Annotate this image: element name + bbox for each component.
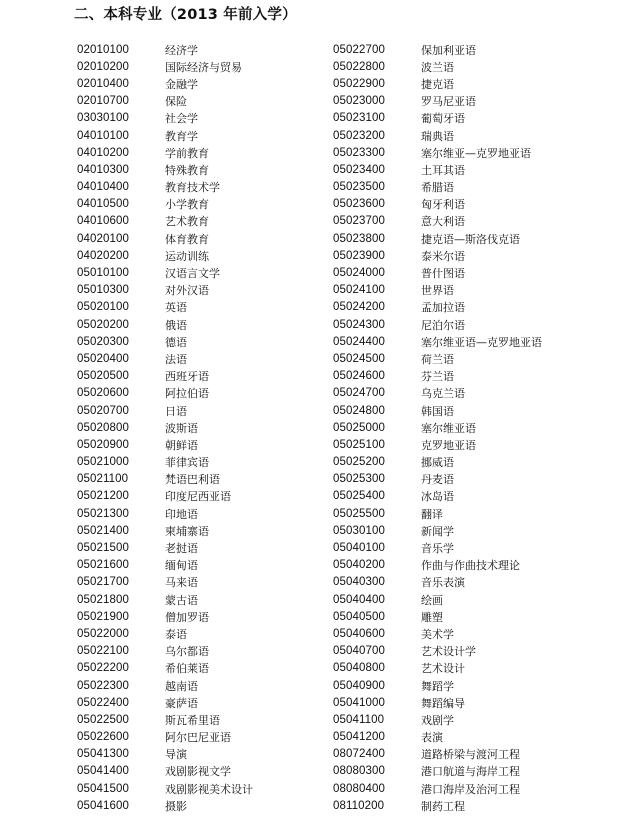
major-code: 05022500 [77, 713, 129, 726]
list-item [333, 746, 542, 763]
list-item [77, 333, 253, 350]
major-name: 经济学 [165, 43, 198, 57]
major-code: 04020200 [77, 249, 129, 262]
list-item [333, 539, 542, 556]
list-item [77, 385, 253, 402]
major-code: 05020700 [77, 404, 129, 417]
major-code: 05022200 [77, 662, 129, 675]
major-name: 音乐表演 [421, 576, 465, 590]
major-code: 05040100 [333, 542, 385, 555]
major-name: 印度尼西亚语 [165, 490, 231, 504]
major-name: 摄影 [165, 799, 187, 813]
major-code: 02010100 [77, 43, 129, 56]
list-item [77, 729, 253, 746]
list-item [77, 127, 253, 144]
list-item [333, 660, 542, 677]
major-name: 新闻学 [421, 524, 454, 538]
major-name: 教育学 [165, 129, 198, 143]
major-code: 05024500 [333, 352, 385, 365]
major-name: 体育教育 [165, 232, 209, 246]
list-item [77, 41, 253, 58]
major-name: 西班牙语 [165, 370, 209, 384]
major-name: 希腊语 [421, 181, 454, 195]
major-name: 港口海岸及治河工程 [421, 782, 520, 796]
major-name: 翻译 [421, 507, 443, 521]
list-item [333, 110, 542, 127]
list-item [333, 282, 542, 299]
major-code: 05020300 [77, 335, 129, 348]
major-name: 国际经济与贸易 [165, 60, 242, 74]
list-item [77, 58, 253, 75]
major-name: 豪萨语 [165, 696, 198, 710]
major-name: 蒙古语 [165, 593, 198, 607]
major-code: 05021300 [77, 507, 129, 520]
major-code: 05024100 [333, 284, 385, 297]
list-item [333, 608, 542, 625]
list-item [333, 471, 542, 488]
major-code: 05020800 [77, 421, 129, 434]
list-item [77, 677, 253, 694]
major-code: 05023600 [333, 198, 385, 211]
major-name: 塞尔维亚语 [421, 421, 476, 435]
major-code: 05041600 [77, 799, 129, 812]
list-item [77, 110, 253, 127]
list-item [77, 539, 253, 556]
list-item [333, 797, 542, 814]
major-code: 05025000 [333, 421, 385, 434]
list-item [333, 264, 542, 281]
major-name: 僧加罗语 [165, 610, 209, 624]
major-name: 梵语巴利语 [165, 473, 220, 487]
list-item [333, 763, 542, 780]
major-name: 世界语 [421, 284, 454, 298]
list-item [333, 316, 542, 333]
major-code: 05025500 [333, 507, 385, 520]
major-code: 05023900 [333, 249, 385, 262]
major-name: 学前教育 [165, 146, 209, 160]
list-item [77, 419, 253, 436]
major-code: 05024000 [333, 267, 385, 280]
section-heading: 二、本科专业（2013 年前入学） [74, 7, 297, 23]
list-item [333, 694, 542, 711]
major-code: 05022000 [77, 627, 129, 640]
right-column [333, 41, 542, 814]
major-code: 05025200 [333, 456, 385, 469]
major-name: 挪威语 [421, 456, 454, 470]
list-item [77, 264, 253, 281]
list-item [333, 643, 542, 660]
major-code: 05021600 [77, 559, 129, 572]
list-item [333, 299, 542, 316]
major-code: 04010200 [77, 146, 129, 159]
major-name: 美术学 [421, 627, 454, 641]
major-code: 05041300 [77, 748, 129, 761]
major-name: 塞尔维亚语—克罗地亚语 [421, 335, 542, 349]
list-item [77, 505, 253, 522]
major-name: 泰米尔语 [421, 249, 465, 263]
list-item [333, 574, 542, 591]
list-item [77, 316, 253, 333]
major-name: 日语 [165, 404, 187, 418]
major-name: 缅甸语 [165, 559, 198, 573]
major-code: 05024700 [333, 387, 385, 400]
left-column [77, 41, 253, 814]
major-code: 05041200 [333, 731, 385, 744]
major-code: 05024300 [333, 318, 385, 331]
major-code: 05021800 [77, 593, 129, 606]
major-name: 尼泊尔语 [421, 318, 465, 332]
list-item [333, 333, 542, 350]
major-code: 05024400 [333, 335, 385, 348]
major-name: 港口航道与海岸工程 [421, 765, 520, 779]
list-item [77, 75, 253, 92]
major-name: 戏剧影视美术设计 [165, 782, 253, 796]
major-code: 05020100 [77, 301, 129, 314]
list-item [77, 746, 253, 763]
major-code: 05040600 [333, 627, 385, 640]
major-code: 04010400 [77, 181, 129, 194]
list-item [77, 711, 253, 728]
list-item [77, 144, 253, 161]
list-item [77, 591, 253, 608]
list-item [77, 436, 253, 453]
major-name: 教育技术学 [165, 181, 220, 195]
list-item [77, 247, 253, 264]
major-code: 02010200 [77, 60, 129, 73]
major-name: 越南语 [165, 679, 198, 693]
list-item [77, 368, 253, 385]
major-code: 05021900 [77, 610, 129, 623]
major-name: 对外汉语 [165, 284, 209, 298]
major-code: 05041000 [333, 696, 385, 709]
major-code: 04020100 [77, 232, 129, 245]
major-name: 泰语 [165, 627, 187, 641]
major-code: 05041400 [77, 765, 129, 778]
major-name: 罗马尼亚语 [421, 95, 476, 109]
major-code: 05020400 [77, 352, 129, 365]
major-name: 汉语言文学 [165, 267, 220, 281]
list-item [333, 179, 542, 196]
list-item [333, 127, 542, 144]
list-item [333, 505, 542, 522]
major-code: 05023100 [333, 112, 385, 125]
major-code: 05040500 [333, 610, 385, 623]
major-code: 05021200 [77, 490, 129, 503]
major-name: 德语 [165, 335, 187, 349]
major-code: 05025100 [333, 438, 385, 451]
list-item [77, 780, 253, 797]
major-name: 土耳其语 [421, 163, 465, 177]
major-name: 绘画 [421, 593, 443, 607]
list-item [333, 93, 542, 110]
major-name: 保险 [165, 95, 187, 109]
major-code: 05040400 [333, 593, 385, 606]
major-code: 05030100 [333, 524, 385, 537]
major-code: 05041500 [77, 782, 129, 795]
list-item [77, 660, 253, 677]
major-code: 08072400 [333, 748, 385, 761]
major-name: 印地语 [165, 507, 198, 521]
major-name: 俄语 [165, 318, 187, 332]
major-code: 05024600 [333, 370, 385, 383]
list-item [77, 213, 253, 230]
list-item [77, 230, 253, 247]
list-item [333, 75, 542, 92]
major-code: 08110200 [333, 799, 385, 812]
major-code: 05041100 [333, 713, 385, 726]
major-code: 05023300 [333, 146, 385, 159]
list-item [77, 402, 253, 419]
list-item [77, 625, 253, 642]
list-item [333, 247, 542, 264]
list-item [77, 694, 253, 711]
list-item [77, 608, 253, 625]
list-item [333, 454, 542, 471]
major-code: 05021400 [77, 524, 129, 537]
major-code: 05024200 [333, 301, 385, 314]
major-name: 朝鲜语 [165, 438, 198, 452]
list-item [77, 763, 253, 780]
list-item [77, 196, 253, 213]
list-item [77, 299, 253, 316]
list-item [333, 488, 542, 505]
major-code: 05022300 [77, 679, 129, 692]
list-item [333, 368, 542, 385]
major-name: 塞尔维亚—克罗地亚语 [421, 146, 531, 160]
major-code: 05020500 [77, 370, 129, 383]
list-item [333, 711, 542, 728]
list-item [333, 196, 542, 213]
major-code: 05040800 [333, 662, 385, 675]
major-name: 意大利语 [421, 215, 465, 229]
list-item [333, 436, 542, 453]
list-item [333, 350, 542, 367]
major-name: 戏剧影视文学 [165, 765, 231, 779]
major-name: 波斯语 [165, 421, 198, 435]
major-name: 匈牙利语 [421, 198, 465, 212]
major-code: 05010100 [77, 267, 129, 280]
major-name: 普什图语 [421, 267, 465, 281]
major-code: 05023500 [333, 181, 385, 194]
list-item [333, 402, 542, 419]
major-name: 制药工程 [421, 799, 465, 813]
major-code: 05022800 [333, 60, 385, 73]
major-code: 05021100 [77, 473, 129, 486]
major-name: 金融学 [165, 77, 198, 91]
list-item [333, 41, 542, 58]
list-item [333, 385, 542, 402]
major-name: 艺术教育 [165, 215, 209, 229]
list-item [77, 350, 253, 367]
major-code: 05040200 [333, 559, 385, 572]
list-item [77, 454, 253, 471]
major-code: 08080300 [333, 765, 385, 778]
major-name: 老挝语 [165, 542, 198, 556]
major-code: 05020600 [77, 387, 129, 400]
major-code: 05022600 [77, 731, 129, 744]
list-item [77, 161, 253, 178]
major-code: 02010700 [77, 95, 129, 108]
major-name: 荷兰语 [421, 352, 454, 366]
major-name: 希伯莱语 [165, 662, 209, 676]
major-name: 雕塑 [421, 610, 443, 624]
list-item [77, 557, 253, 574]
major-code: 05024800 [333, 404, 385, 417]
major-code: 05022100 [77, 645, 129, 658]
list-item [77, 643, 253, 660]
major-name: 艺术设计学 [421, 645, 476, 659]
major-code: 04010300 [77, 163, 129, 176]
major-name: 乌尔都语 [165, 645, 209, 659]
list-item [333, 557, 542, 574]
list-item [77, 471, 253, 488]
major-code: 05023200 [333, 129, 385, 142]
major-code: 05021000 [77, 456, 129, 469]
major-name: 阿尔巴尼亚语 [165, 731, 231, 745]
major-name: 小学教育 [165, 198, 209, 212]
major-code: 05025300 [333, 473, 385, 486]
major-name: 菲律宾语 [165, 456, 209, 470]
major-name: 斯瓦希里语 [165, 713, 220, 727]
list-item [333, 522, 542, 539]
list-item [77, 574, 253, 591]
major-code: 05021500 [77, 542, 129, 555]
list-item [333, 677, 542, 694]
list-item [333, 144, 542, 161]
major-code: 05025400 [333, 490, 385, 503]
major-code: 05020200 [77, 318, 129, 331]
list-item [77, 93, 253, 110]
list-item [333, 230, 542, 247]
list-item [333, 213, 542, 230]
list-item [333, 591, 542, 608]
major-name: 戏剧学 [421, 713, 454, 727]
major-name: 克罗地亚语 [421, 438, 476, 452]
major-name: 丹麦语 [421, 473, 454, 487]
list-item [77, 522, 253, 539]
major-code: 03030100 [77, 112, 129, 125]
major-name: 波兰语 [421, 60, 454, 74]
major-name: 阿拉伯语 [165, 387, 209, 401]
major-name: 瑞典语 [421, 129, 454, 143]
major-name: 芬兰语 [421, 370, 454, 384]
major-code: 05021700 [77, 576, 129, 589]
list-item [77, 282, 253, 299]
major-name: 葡萄牙语 [421, 112, 465, 126]
major-name: 社会学 [165, 112, 198, 126]
list-item [77, 797, 253, 814]
major-name: 表演 [421, 731, 443, 745]
list-item [77, 179, 253, 196]
major-code: 05023800 [333, 232, 385, 245]
list-item [333, 780, 542, 797]
major-name: 柬埔寨语 [165, 524, 209, 538]
major-name: 特殊教育 [165, 163, 209, 177]
major-code: 05023700 [333, 215, 385, 228]
major-name: 冰岛语 [421, 490, 454, 504]
major-code: 05020900 [77, 438, 129, 451]
major-name: 运动训练 [165, 249, 209, 263]
major-name: 导演 [165, 748, 187, 762]
major-name: 舞蹈学 [421, 679, 454, 693]
major-code: 08080400 [333, 782, 385, 795]
major-name: 法语 [165, 352, 187, 366]
major-code: 04010500 [77, 198, 129, 211]
major-name: 舞蹈编导 [421, 696, 465, 710]
list-item [333, 419, 542, 436]
major-name: 英语 [165, 301, 187, 315]
major-code: 04010100 [77, 129, 129, 142]
major-name: 捷克语—斯洛伐克语 [421, 232, 520, 246]
major-name: 孟加拉语 [421, 301, 465, 315]
list-item [333, 161, 542, 178]
list-item [77, 488, 253, 505]
major-name: 捷克语 [421, 77, 454, 91]
list-item [333, 58, 542, 75]
major-code: 05040900 [333, 679, 385, 692]
major-name: 乌克兰语 [421, 387, 465, 401]
list-item [333, 625, 542, 642]
major-name: 音乐学 [421, 542, 454, 556]
major-code: 05022900 [333, 77, 385, 90]
list-item [333, 729, 542, 746]
major-name: 作曲与作曲技术理论 [421, 559, 520, 573]
major-name: 艺术设计 [421, 662, 465, 676]
major-code: 02010400 [77, 77, 129, 90]
major-name: 马来语 [165, 576, 198, 590]
major-code: 05040700 [333, 645, 385, 658]
major-code: 05040300 [333, 576, 385, 589]
major-code: 05022400 [77, 696, 129, 709]
major-code: 05010300 [77, 284, 129, 297]
major-code: 04010600 [77, 215, 129, 228]
major-code: 05023400 [333, 163, 385, 176]
major-name: 韩国语 [421, 404, 454, 418]
major-name: 道路桥梁与渡河工程 [421, 748, 520, 762]
major-code: 05022700 [333, 43, 385, 56]
major-name: 保加利亚语 [421, 43, 476, 57]
major-code: 05023000 [333, 95, 385, 108]
